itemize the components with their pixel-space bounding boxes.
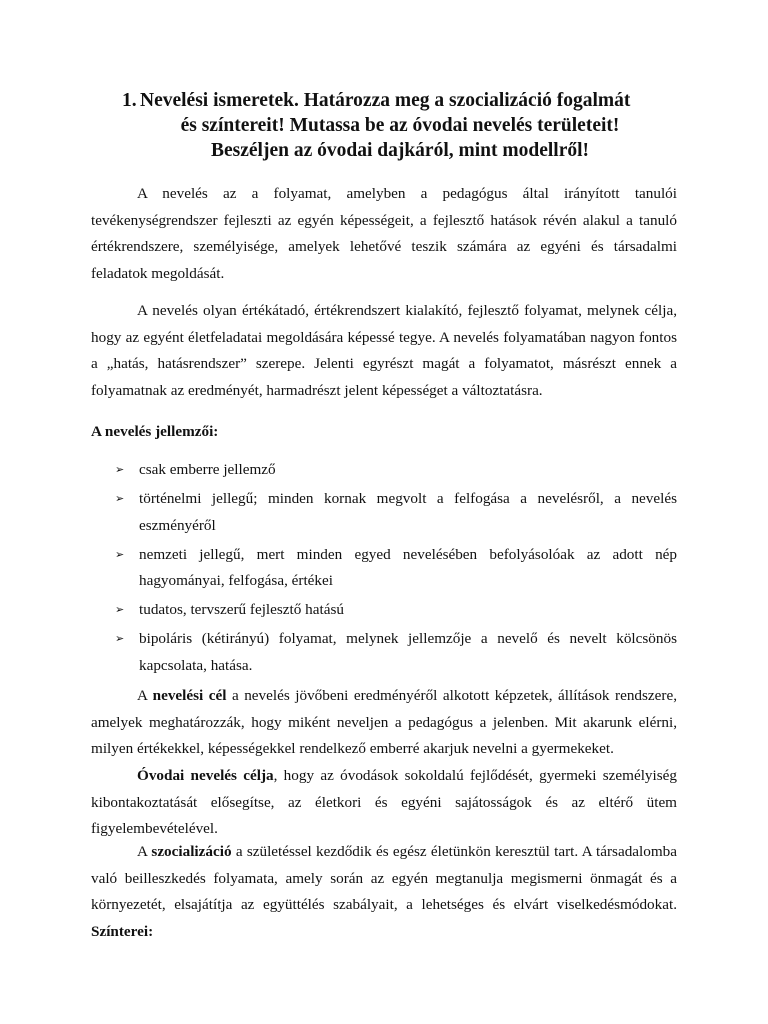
arrow-bullet-icon: ➢ — [115, 463, 125, 476]
paragraph-4 — [91, 763, 677, 843]
list-item-text: történelmi jellegű; minden kornak megvolt a felfogása a nevelésről, a nevelés eszményéről — [139, 490, 677, 534]
term-ovodai-neveles-celja: Óvodai nevelés célja — [137, 767, 274, 784]
paragraph-1: A nevelés az a folyamat, amelyben a pedagógus által irányított tanulói tevékenységrendszer fejleszti az egyén képességeit, a fejlesztő hatások révén alakul a tanuló értékrendszere, személyisége, amelyek lehetővé teszik számára az egyéni és társadalmi feladatok megoldását. — [91, 185, 677, 282]
term-szinterei: Színterei: — [91, 922, 154, 940]
arrow-bullet-icon: ➢ — [115, 547, 125, 561]
title-number: 1. — [122, 90, 137, 111]
list-item — [91, 626, 677, 679]
list-item — [91, 457, 677, 484]
paragraph-5 — [91, 839, 677, 945]
term-szocializacio: szocializáció — [151, 843, 232, 860]
list-item-text: bipoláris (kétirányú) folyamat, melynek jellemzője a nevelő és nevelt kölcsönös kapcsolata, hatása. — [139, 630, 677, 674]
section-heading: A nevelés jellemzői: — [91, 423, 219, 440]
arrow-bullet-icon: ➢ — [115, 603, 125, 616]
title-line-1: Nevelési ismeretek. Határozza meg a szocializáció fogalmát — [140, 90, 631, 111]
paragraph-4-rest: , hogy az óvodások sokoldalú fejlődését, gyermeki személyiség kibontakoztatását elősegítse, az életkori és egyéni sajátosságok és az eltérő ütem figyelembevételével. — [91, 767, 677, 837]
list-item — [91, 486, 677, 539]
list-item-text: tudatos, tervszerű fejlesztő hatású — [139, 601, 344, 618]
arrow-bullet-icon: ➢ — [115, 632, 125, 645]
paragraph-3 — [91, 683, 677, 763]
list-item — [91, 597, 677, 624]
list-item — [91, 542, 677, 595]
paragraph-3-start: A — [137, 687, 153, 704]
title-line-3: Beszéljen az óvodai dajkáról, mint modellről! — [210, 140, 590, 161]
term-nevelesi-cel: nevelési cél — [152, 687, 227, 704]
list-item-text: csak emberre jellemző — [139, 461, 276, 478]
characteristics-list — [91, 457, 677, 682]
list-item-text: nemzeti jellegű, mert minden egyed nevelésében befolyásolóak az adott nép hagyományai, felfogása, értékei — [139, 545, 677, 589]
paragraph-5-start: A — [137, 843, 152, 860]
title-line-2: és színtereit! Mutassa be az óvodai nevelés területeit! — [180, 115, 620, 136]
paragraph-2: A nevelés olyan értékátadó, értékrendszert kialakító, fejlesztő folyamat, melynek célja, hogy az egyént életfeladatai megoldására képessé tegye. A nevelés folyamatában nagyon fontos a „hatás, hatásrendszer” szerepe. Jelenti egyrészt magát a folyamatot, másrészt ennek a folyamatnak az eredményét, harmadrészt jelent képességet a változtatásra. — [91, 302, 677, 399]
paragraph-3-rest: a nevelés jövőbeni eredményéről alkotott képzetek, állítások rendszere, amelyek meghatározzák, hogy miként neveljen a pedagógus a jelenben. Mit akarunk elérni, milyen értékekkel, képességekkel rendelkező emberré akarjuk nevelni a gyermekeket. — [91, 687, 677, 757]
arrow-bullet-icon: ➢ — [115, 492, 125, 505]
paragraph-5-rest: a születéssel kezdődik és egész életünkön keresztül tart. A társadalomba való beilleszkedés folyamata, amely során az egyén megtanulja megismerni önmagát és a környezetét, elsajátítja az együttélés szabályait, a lehetséges és elvárt viselkedésmódokat. — [91, 843, 677, 913]
document-title — [100, 88, 700, 163]
